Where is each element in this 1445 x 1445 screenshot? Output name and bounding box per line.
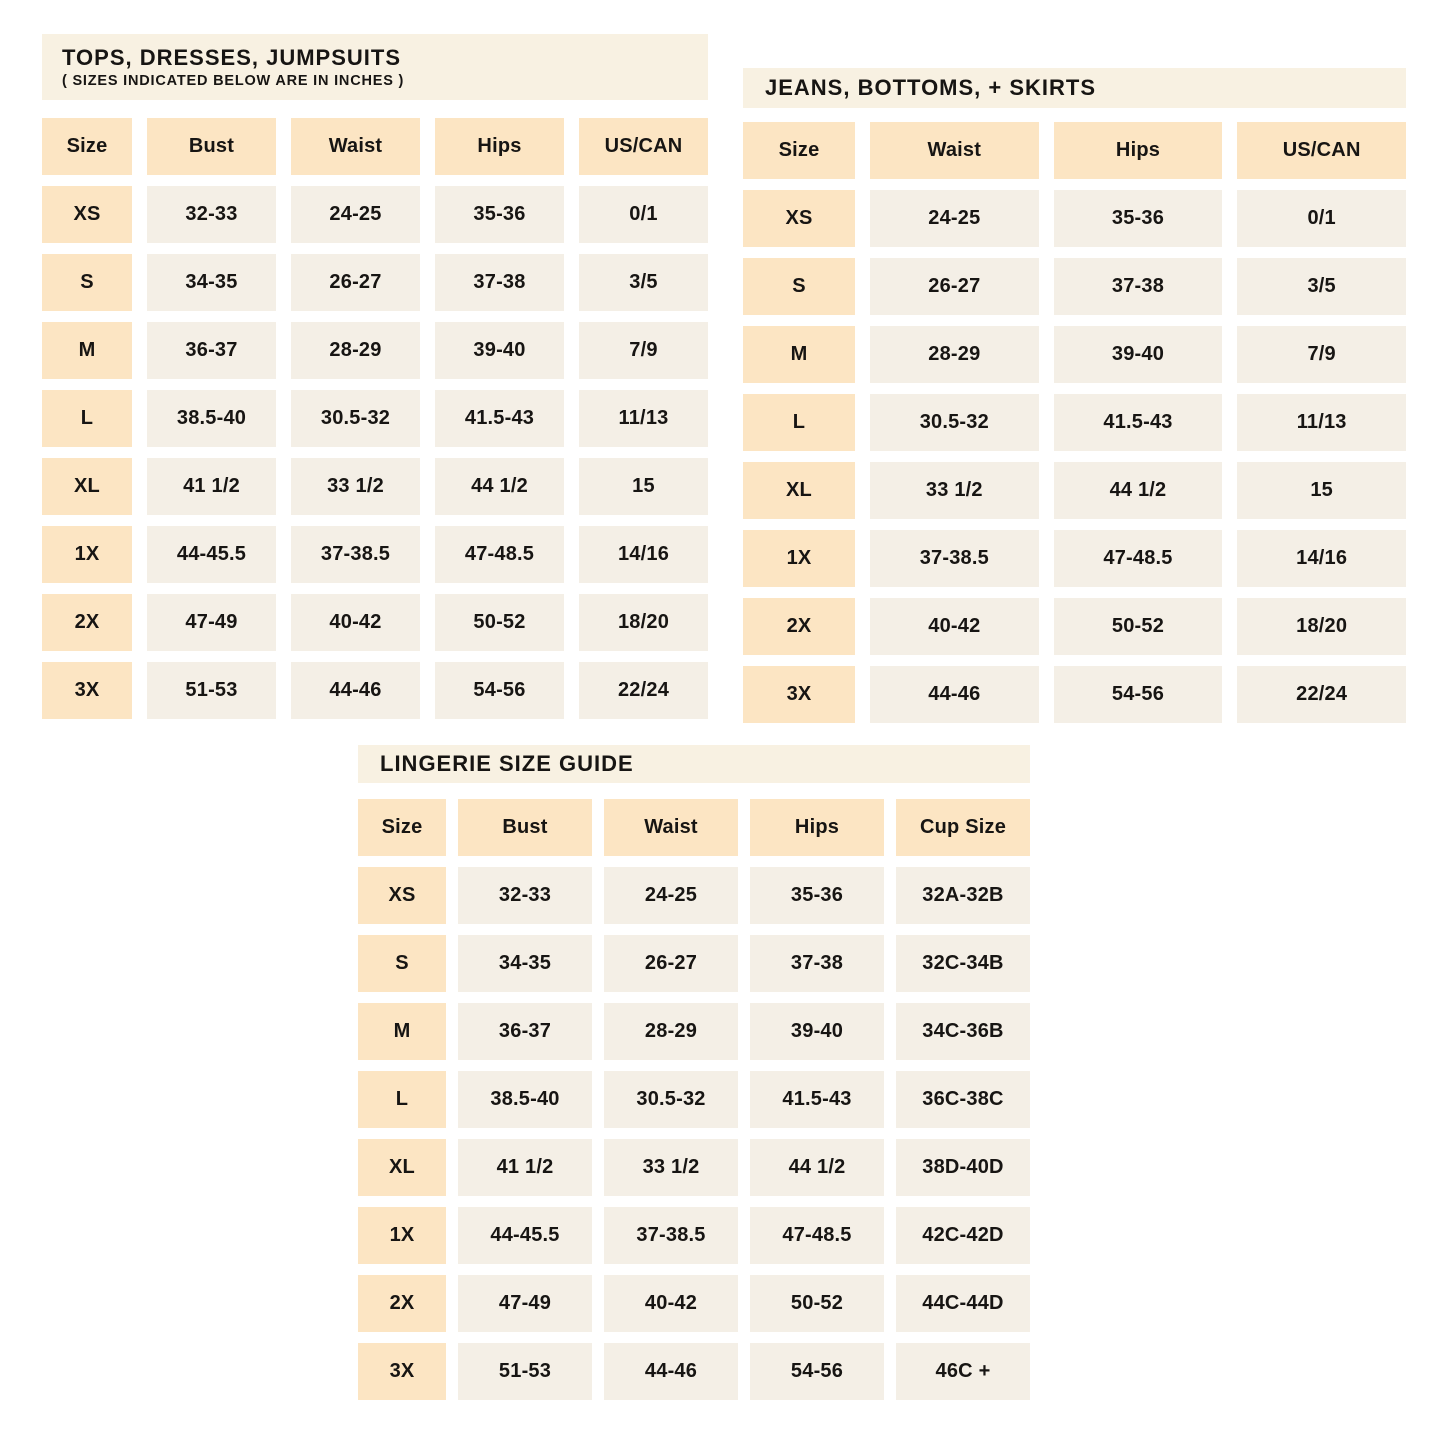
- measurement-cell: 36-37: [458, 1003, 592, 1060]
- measurement-cell: 22/24: [1237, 666, 1406, 723]
- tops-table-subtitle: ( SIZES INDICATED BELOW ARE IN INCHES ): [62, 73, 405, 90]
- measurement-cell: 41.5-43: [750, 1071, 884, 1128]
- measurement-cell: 35-36: [750, 867, 884, 924]
- column-header-waist: Waist: [604, 799, 738, 856]
- measurement-cell: 26-27: [870, 258, 1039, 315]
- measurement-cell: 39-40: [1054, 326, 1223, 383]
- size-row-label-xs: XS: [358, 867, 446, 924]
- column-header-waist: Waist: [870, 122, 1039, 179]
- measurement-cell: 3/5: [579, 254, 708, 311]
- tops-dresses-jumpsuits-table: [42, 34, 708, 719]
- measurement-cell: 37-38.5: [604, 1207, 738, 1264]
- measurement-cell: 39-40: [750, 1003, 884, 1060]
- measurement-cell: 37-38.5: [291, 526, 420, 583]
- measurement-cell: 41 1/2: [147, 458, 276, 515]
- measurement-cell: 42C-42D: [896, 1207, 1030, 1264]
- measurement-cell: 30.5-32: [870, 394, 1039, 451]
- column-header-hips: Hips: [750, 799, 884, 856]
- measurement-cell: 54-56: [750, 1343, 884, 1400]
- measurement-cell: 47-48.5: [1054, 530, 1223, 587]
- size-row-label-xl: XL: [358, 1139, 446, 1196]
- measurement-cell: 38.5-40: [458, 1071, 592, 1128]
- size-row-label-1x: 1X: [358, 1207, 446, 1264]
- jeans-table-title-banner: [743, 68, 1406, 108]
- size-row-label-xs: XS: [42, 186, 132, 243]
- measurement-cell: 40-42: [870, 598, 1039, 655]
- measurement-cell: 22/24: [579, 662, 708, 719]
- measurement-cell: 38D-40D: [896, 1139, 1030, 1196]
- measurement-cell: 35-36: [435, 186, 564, 243]
- measurement-cell: 18/20: [579, 594, 708, 651]
- size-row-label-3x: 3X: [743, 666, 855, 723]
- column-header-hips: Hips: [435, 118, 564, 175]
- size-row-label-3x: 3X: [42, 662, 132, 719]
- measurement-cell: 26-27: [604, 935, 738, 992]
- measurement-cell: 30.5-32: [291, 390, 420, 447]
- lingerie-table-grid: [358, 799, 1030, 1400]
- column-header-bust: Bust: [147, 118, 276, 175]
- column-header-hips: Hips: [1054, 122, 1223, 179]
- size-row-label-1x: 1X: [743, 530, 855, 587]
- tops-table-grid: [42, 118, 708, 719]
- measurement-cell: 33 1/2: [604, 1139, 738, 1196]
- column-header-bust: Bust: [458, 799, 592, 856]
- measurement-cell: 18/20: [1237, 598, 1406, 655]
- measurement-cell: 33 1/2: [291, 458, 420, 515]
- size-row-label-m: M: [358, 1003, 446, 1060]
- lingerie-table-title-banner: [358, 745, 1030, 783]
- measurement-cell: 54-56: [435, 662, 564, 719]
- measurement-cell: 24-25: [604, 867, 738, 924]
- measurement-cell: 32-33: [147, 186, 276, 243]
- measurement-cell: 44-46: [604, 1343, 738, 1400]
- measurement-cell: 32-33: [458, 867, 592, 924]
- measurement-cell: 28-29: [291, 322, 420, 379]
- measurement-cell: 44 1/2: [1054, 462, 1223, 519]
- measurement-cell: 32A-32B: [896, 867, 1030, 924]
- measurement-cell: 44C-44D: [896, 1275, 1030, 1332]
- measurement-cell: 41 1/2: [458, 1139, 592, 1196]
- column-header-us-can: US/CAN: [1237, 122, 1406, 179]
- measurement-cell: 7/9: [1237, 326, 1406, 383]
- measurement-cell: 14/16: [579, 526, 708, 583]
- size-row-label-xs: XS: [743, 190, 855, 247]
- measurement-cell: 0/1: [579, 186, 708, 243]
- measurement-cell: 3/5: [1237, 258, 1406, 315]
- measurement-cell: 36-37: [147, 322, 276, 379]
- measurement-cell: 37-38: [1054, 258, 1223, 315]
- column-header-waist: Waist: [291, 118, 420, 175]
- size-row-label-2x: 2X: [358, 1275, 446, 1332]
- measurement-cell: 34C-36B: [896, 1003, 1030, 1060]
- tops-table-title-banner: [42, 34, 708, 100]
- measurement-cell: 34-35: [458, 935, 592, 992]
- measurement-cell: 37-38: [750, 935, 884, 992]
- measurement-cell: 47-48.5: [750, 1207, 884, 1264]
- measurement-cell: 50-52: [1054, 598, 1223, 655]
- measurement-cell: 30.5-32: [604, 1071, 738, 1128]
- size-row-label-xl: XL: [743, 462, 855, 519]
- measurement-cell: 40-42: [291, 594, 420, 651]
- measurement-cell: 44-46: [870, 666, 1039, 723]
- measurement-cell: 54-56: [1054, 666, 1223, 723]
- measurement-cell: 44-45.5: [147, 526, 276, 583]
- size-row-label-l: L: [42, 390, 132, 447]
- measurement-cell: 11/13: [579, 390, 708, 447]
- measurement-cell: 34-35: [147, 254, 276, 311]
- measurement-cell: 32C-34B: [896, 935, 1030, 992]
- measurement-cell: 11/13: [1237, 394, 1406, 451]
- measurement-cell: 15: [579, 458, 708, 515]
- size-row-label-s: S: [358, 935, 446, 992]
- tops-table-title: TOPS, DRESSES, JUMPSUITS: [62, 44, 402, 70]
- size-row-label-l: L: [358, 1071, 446, 1128]
- lingerie-table-title: LINGERIE SIZE GUIDE: [380, 751, 634, 777]
- measurement-cell: 44-45.5: [458, 1207, 592, 1264]
- measurement-cell: 40-42: [604, 1275, 738, 1332]
- size-row-label-1x: 1X: [42, 526, 132, 583]
- measurement-cell: 51-53: [458, 1343, 592, 1400]
- measurement-cell: 14/16: [1237, 530, 1406, 587]
- column-header-cup-size: Cup Size: [896, 799, 1030, 856]
- measurement-cell: 47-48.5: [435, 526, 564, 583]
- measurement-cell: 44 1/2: [435, 458, 564, 515]
- column-header-size: Size: [358, 799, 446, 856]
- measurement-cell: 7/9: [579, 322, 708, 379]
- size-row-label-3x: 3X: [358, 1343, 446, 1400]
- measurement-cell: 38.5-40: [147, 390, 276, 447]
- measurement-cell: 46C +: [896, 1343, 1030, 1400]
- lingerie-size-guide-table: [358, 745, 1030, 1400]
- measurement-cell: 44-46: [291, 662, 420, 719]
- size-row-label-2x: 2X: [42, 594, 132, 651]
- jeans-bottoms-skirts-table: [743, 68, 1406, 723]
- measurement-cell: 51-53: [147, 662, 276, 719]
- measurement-cell: 0/1: [1237, 190, 1406, 247]
- jeans-table-grid: [743, 122, 1406, 723]
- measurement-cell: 35-36: [1054, 190, 1223, 247]
- measurement-cell: 28-29: [604, 1003, 738, 1060]
- measurement-cell: 24-25: [291, 186, 420, 243]
- measurement-cell: 50-52: [435, 594, 564, 651]
- measurement-cell: 50-52: [750, 1275, 884, 1332]
- size-row-label-m: M: [42, 322, 132, 379]
- measurement-cell: 41.5-43: [1054, 394, 1223, 451]
- measurement-cell: 41.5-43: [435, 390, 564, 447]
- size-row-label-xl: XL: [42, 458, 132, 515]
- measurement-cell: 26-27: [291, 254, 420, 311]
- measurement-cell: 44 1/2: [750, 1139, 884, 1196]
- column-header-size: Size: [42, 118, 132, 175]
- measurement-cell: 24-25: [870, 190, 1039, 247]
- measurement-cell: 37-38: [435, 254, 564, 311]
- measurement-cell: 47-49: [458, 1275, 592, 1332]
- measurement-cell: 47-49: [147, 594, 276, 651]
- measurement-cell: 39-40: [435, 322, 564, 379]
- size-row-label-s: S: [42, 254, 132, 311]
- size-row-label-s: S: [743, 258, 855, 315]
- jeans-table-title: JEANS, BOTTOMS, + SKIRTS: [765, 75, 1097, 101]
- measurement-cell: 15: [1237, 462, 1406, 519]
- size-row-label-l: L: [743, 394, 855, 451]
- measurement-cell: 33 1/2: [870, 462, 1039, 519]
- column-header-size: Size: [743, 122, 855, 179]
- measurement-cell: 36C-38C: [896, 1071, 1030, 1128]
- size-row-label-2x: 2X: [743, 598, 855, 655]
- measurement-cell: 28-29: [870, 326, 1039, 383]
- size-row-label-m: M: [743, 326, 855, 383]
- column-header-us-can: US/CAN: [579, 118, 708, 175]
- measurement-cell: 37-38.5: [870, 530, 1039, 587]
